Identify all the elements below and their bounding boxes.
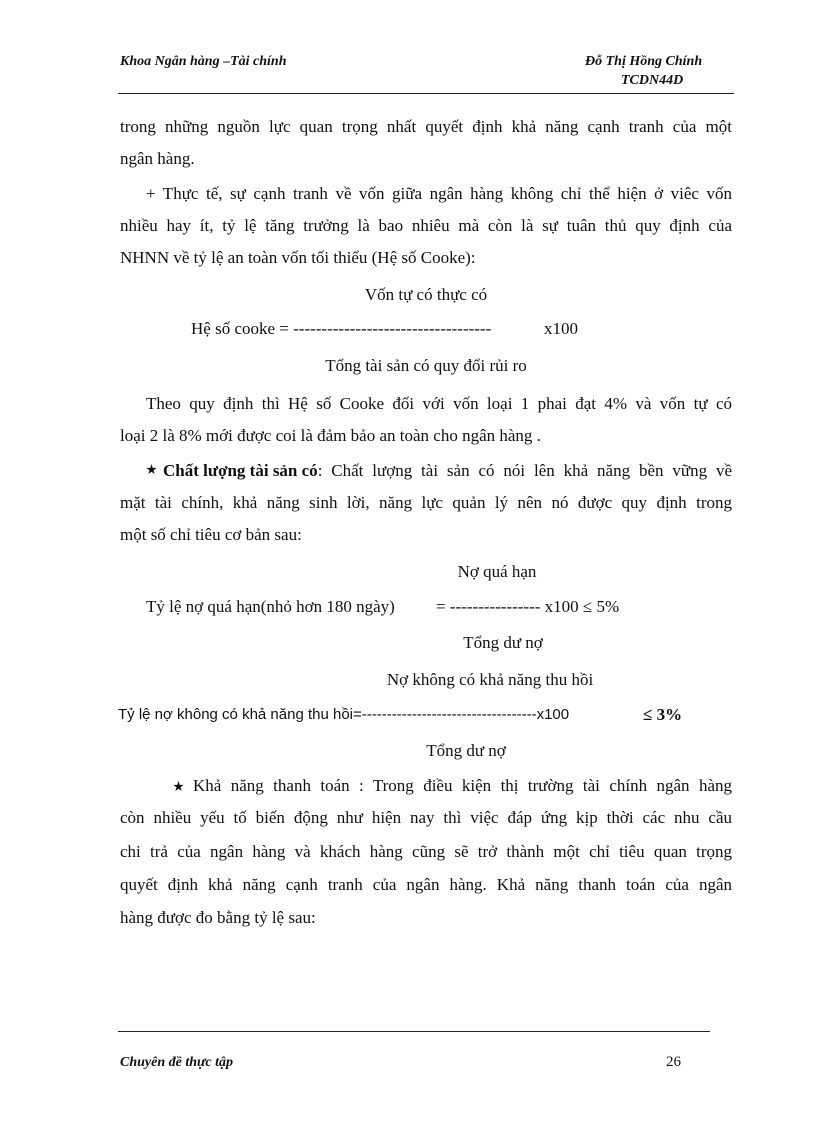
- paragraph-line: còn nhiều yếu tố biến động như hiện nay thì việc đáp ứng kịp thời các nhu cầu: [120, 808, 732, 827]
- cooke-multiplier: x100: [544, 319, 578, 338]
- paragraph-line: NHNN về tỷ lệ an toàn vốn tối thiểu (Hệ số Cooke):: [120, 248, 476, 267]
- header-rule: [118, 93, 734, 94]
- heading-asset-quality: Chất lượng tài sản có: [146, 461, 318, 481]
- bad-debt-denominator: Tổng dư nợ: [426, 741, 506, 760]
- bad-debt-limit: ≤ 3%: [643, 705, 683, 724]
- star-bullet-icon: [146, 464, 157, 475]
- paragraph-line: [146, 461, 732, 481]
- page-number: 26: [666, 1054, 681, 1070]
- overdue-denominator: Tổng dư nợ: [463, 633, 543, 652]
- header-author-name: Đỗ Thị Hồng Chính: [585, 54, 703, 69]
- paragraph-line: chi trả của ngân hàng và khách hàng cũng sẽ trở thành một chỉ tiêu quan trọng: [120, 842, 732, 861]
- paragraph-line: loại 2 là 8% mới được coi là đảm bảo an toàn cho ngân hàng .: [120, 426, 541, 445]
- header-author-class: TCDN44D: [621, 73, 684, 88]
- overdue-formula-rhs: = ---------------- x100 ≤ 5%: [436, 597, 620, 616]
- paragraph-text: : Chất lượng tài sản có nói lên khả năng bền vững về: [317, 461, 732, 480]
- paragraph-line: nhiều hay ít, tỷ lệ tăng trưởng là bao nhiêu mà còn là sự tuân thủ quy định của: [120, 216, 732, 235]
- overdue-numerator: Nợ quá hạn: [457, 562, 537, 581]
- bad-debt-numerator: Nợ không có khả năng thu hồi: [386, 670, 594, 689]
- footer-rule: [118, 1031, 710, 1032]
- paragraph-text: Khả năng thanh toán : Trong điều kiện thị trường tài chính ngân hàng: [193, 776, 732, 795]
- star-bullet-icon: [173, 781, 184, 792]
- paragraph-line: hàng được đo bằng tỷ lệ sau:: [120, 908, 316, 927]
- cooke-denominator: Tổng tài sản có quy đổi rủi ro: [325, 356, 527, 375]
- overdue-formula-label: Tỷ lệ nợ quá hạn(nhỏ hơn 180 ngày): [146, 597, 395, 616]
- paragraph-line: [173, 776, 732, 796]
- cooke-numerator: Vốn tự có thực có: [364, 285, 488, 304]
- paragraph-line: Theo quy định thì Hệ số Cooke đối với vốn loại 1 phai đạt 4% và vốn tự có: [146, 394, 732, 413]
- paragraph-line: ngân hàng.: [120, 149, 195, 168]
- cooke-formula-label: Hệ số cooke = -----------------------------------: [191, 319, 492, 338]
- paragraph-line: mặt tài chính, khả năng sinh lời, năng lực quản lý nên nó được quy định trong: [120, 493, 732, 512]
- paragraph-line: quyết định khả năng cạnh tranh của ngân hàng. Khả năng thanh toán của ngân: [120, 875, 732, 894]
- paragraph-line: một số chỉ tiêu cơ bản sau:: [120, 525, 302, 544]
- header-department: Khoa Ngân hàng –Tài chính: [120, 54, 287, 69]
- paragraph-line: trong những nguồn lực quan trọng nhất quyết định khả năng cạnh tranh của một: [120, 117, 732, 136]
- footer-title: Chuyên đề thực tập: [120, 1055, 234, 1070]
- paragraph-line: + Thực tế, sự cạnh tranh về vốn giữa ngân hàng không chỉ thể hiện ở viêc vốn: [146, 184, 732, 203]
- bad-debt-formula-label: Tỷ lệ nợ không có khả năng thu hồi=-----------------------------------x100: [118, 706, 570, 723]
